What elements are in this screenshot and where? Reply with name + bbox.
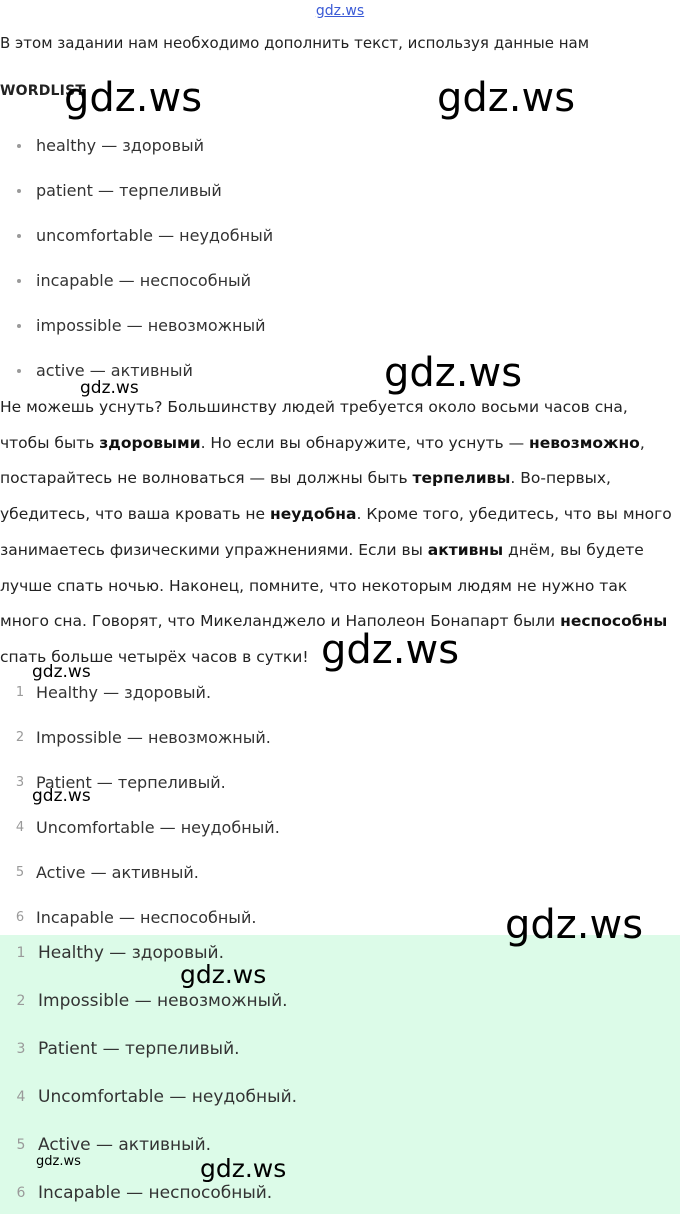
answer-number: 3: [15, 775, 25, 790]
paragraph-text: Не можешь уснуть? Большинству людей требуется около восьми часов сна, чтобы быть: [0, 398, 628, 452]
watermark: gdz.ws: [32, 786, 91, 806]
answer-number: 4: [16, 1089, 26, 1105]
wordlist-item-text: uncomfortable — неудобный: [36, 226, 274, 245]
answer-text: Incapable — неспособный.: [38, 1183, 273, 1203]
paragraph-text: . Во-первых, убедитесь, что ваша кровать не: [0, 469, 611, 524]
wordlist-item-text: impossible — невозможный: [36, 316, 266, 335]
answer-text: Impossible — невозможный.: [38, 991, 288, 1011]
paragraph-text: спать больше четырёх часов в сутки!: [0, 647, 309, 666]
answer-number: 5: [16, 1137, 26, 1153]
bullet-icon: [17, 369, 21, 373]
bullet-icon: [17, 144, 21, 148]
answer-text: Active — активный.: [38, 1135, 212, 1155]
answer-number: 1: [15, 685, 25, 700]
answer-number: 4: [15, 820, 25, 835]
bullet-icon: [17, 279, 21, 283]
answer-text: Uncomfortable — неудобный.: [36, 818, 280, 837]
highlighted-answers-box: [0, 935, 680, 1214]
answer-word: неспособны: [560, 612, 668, 631]
wordlist-item-text: incapable — неспособный: [36, 271, 252, 290]
watermark: gdz.ws: [36, 1154, 81, 1169]
answer-text: Incapable — неспособный.: [36, 908, 257, 927]
answer-word: здоровыми: [99, 433, 201, 452]
watermark: gdz.ws: [64, 75, 203, 121]
intro-text: В этом задании нам необходимо дополнить текст, используя данные нам: [0, 34, 590, 52]
answer-number: 1: [16, 945, 26, 961]
answer-number: 2: [16, 993, 26, 1009]
paragraph-text: днём, вы будете лучше спать ночью. Наконец, помните, что некоторым людям не нужно так много сна. Говорят, что Микеланджело и Наполеон Бонапарт были: [0, 540, 644, 631]
answer-word: терпеливы: [412, 469, 511, 488]
answer-text: Patient — терпеливый.: [38, 1039, 240, 1059]
answer-number: 3: [16, 1041, 26, 1057]
wordlist-item-text: patient — терпеливый: [36, 181, 222, 200]
wordlist-item-text: healthy — здоровый: [36, 136, 205, 155]
watermark: gdz.ws: [505, 902, 644, 948]
bullet-icon: [17, 189, 21, 193]
wordlist-title: WORDLIST: [0, 83, 86, 99]
watermark: gdz.ws: [180, 960, 267, 989]
answer-number: 2: [15, 730, 25, 745]
watermark: gdz.ws: [321, 627, 460, 673]
site-link[interactable]: gdz.ws: [315, 3, 365, 19]
answer-word: невозможно: [529, 433, 640, 452]
answer-text: Patient — терпеливый.: [36, 773, 226, 792]
answer-text: Healthy — здоровый.: [38, 943, 224, 963]
watermark: gdz.ws: [437, 75, 576, 121]
answer-text: Uncomfortable — неудобный.: [38, 1087, 298, 1107]
answer-number: 6: [15, 910, 25, 925]
answer-text: Active — активный.: [36, 863, 199, 882]
paragraph-text: . Но если вы обнаружите, что уснуть —: [200, 433, 530, 452]
bullet-icon: [17, 234, 21, 238]
answer-word: активны: [427, 540, 504, 559]
watermark: gdz.ws: [32, 662, 91, 682]
answer-number: 6: [16, 1185, 26, 1201]
answer-text: Impossible — невозможный.: [36, 728, 271, 747]
wordlist-item-text: active — активный: [36, 361, 193, 380]
paragraph-text: . Кроме того, убедитесь, что вы много занимаетесь физическими упражнениями. Если вы: [0, 505, 672, 559]
paragraph-text: , постарайтесь не волноваться — вы должны быть: [0, 433, 645, 488]
watermark: gdz.ws: [80, 378, 139, 398]
watermark: gdz.ws: [384, 350, 523, 396]
answer-text: Healthy — здоровый.: [36, 683, 212, 702]
watermark: gdz.ws: [200, 1154, 287, 1183]
bullet-icon: [17, 324, 21, 328]
answer-number: 5: [15, 865, 25, 880]
answer-word: неудобна: [269, 505, 357, 524]
